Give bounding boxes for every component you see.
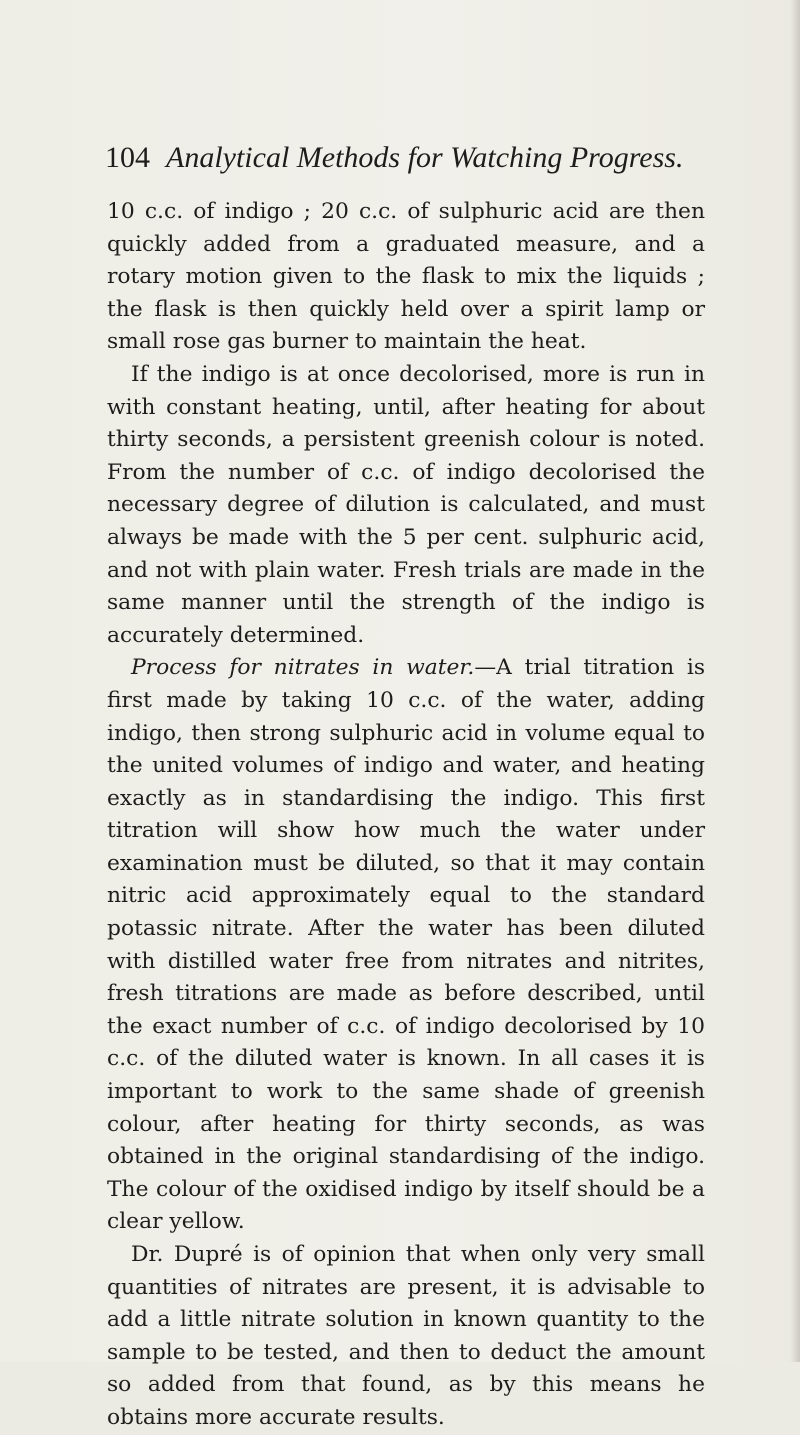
paragraph-process-nitrates — [107, 652, 705, 1239]
section-heading-process-nitrates: Process for nitrates in water. — [131, 655, 475, 681]
paragraph-dupre-opinion: Dr. Dupré is of opinion that when only very small quantities of nitrates are present, it is advisable to add a little nitrate solution in known quantity to the sample to be tested, and then to deduct the amount so added from that found, as by this means he obtains more accurate results. — [107, 1242, 705, 1430]
running-head — [105, 138, 705, 178]
body-text — [107, 196, 705, 1435]
running-title: Analytical Methods for Watching Progress. — [166, 141, 684, 174]
paragraph-decolorisation: If the indigo is at once decolorised, more is run in with constant heating, until, after heating for about thirty seconds, a persistent greenish colour is noted. From the number of c.c. of indigo decolorised the necessary degree of dilution is calculated, and must always be made with the 5 per cent. sulphuric acid, and not with plain water. Fresh trials are made in the same manner until the strength of the indigo is accurately determined. — [107, 361, 705, 648]
paragraph-indigo-addition: 10 c.c. of indigo ; 20 c.c. of sulphuric acid are then quickly added from a graduated measure, and a rotary motion given to the flask to mix the liquids ; the flask is then quickly held over a spirit lamp or small rose gas burner to maintain the heat. — [107, 199, 705, 355]
page-number: 104 — [105, 141, 150, 174]
page-edge-shadow — [790, 0, 800, 1362]
paragraph-process-nitrates-body: —A trial titration is first made by taking 10 c.c. of the water, adding indigo, then strong sulphuric acid in volume equal to the united volumes of indigo and water, and heating exactly as in standardising the indigo. This first titration will show how much the water under examination must be diluted, so that it may contain nitric acid approximately equal to the standard potassic nitrate. After the water has been diluted with distilled water free from nitrates and nitrites, fresh titrations are made as before described, until the exact number of c.c. of indigo decolorised by 10 c.c. of the diluted water is known. In all cases it is important to work to the same shade of greenish colour, after heating for thirty seconds, as was obtained in the original standardising of the indigo. The colour of the oxidised indigo by itself should be a clear yellow. — [107, 655, 705, 1235]
